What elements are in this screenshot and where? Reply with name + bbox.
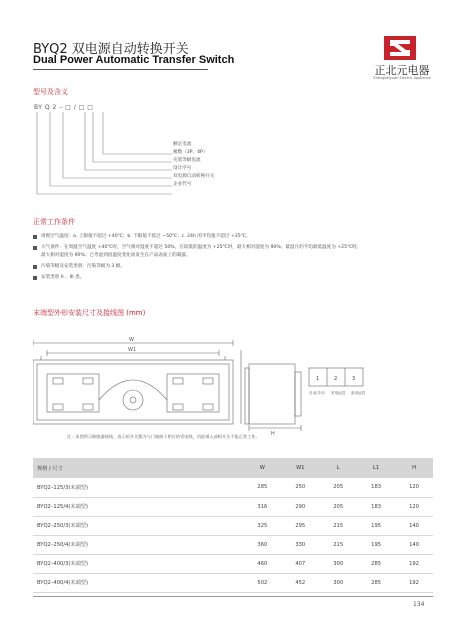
table-cell: BYQ2–125/4(末端型) <box>33 497 243 516</box>
bullet-icon <box>33 235 37 239</box>
table-cell: 183 <box>357 497 395 516</box>
logo-name: 正北元电器 <box>374 64 430 77</box>
table-cell: 360 <box>243 535 281 554</box>
terminal-label: 自动/手动 <box>309 391 325 395</box>
table-header: W1 <box>281 458 319 478</box>
title-divider <box>33 69 208 70</box>
table-cell: BYQ2–250/4(末端型) <box>33 535 243 554</box>
table-cell: BYQ2–400/4(末端型) <box>33 573 243 592</box>
list-item <box>33 244 433 260</box>
table-cell: 192 <box>395 573 433 592</box>
bullet-icon <box>33 276 37 280</box>
table-cell: 120 <box>395 497 433 516</box>
table-cell: 285 <box>243 478 281 497</box>
page-number: 134 <box>413 601 425 608</box>
terminal-number: 2 <box>334 376 338 382</box>
terminal-label: 常用远控 <box>331 391 346 395</box>
section-title-conditions: 正常工作条件 <box>33 218 75 226</box>
table-cell: 120 <box>395 478 433 497</box>
table-cell: 502 <box>243 573 281 592</box>
table-header: L1 <box>357 458 395 478</box>
table-header-row <box>33 458 433 478</box>
table-cell: 250 <box>281 478 319 497</box>
table-cell: 140 <box>395 535 433 554</box>
table-cell: 290 <box>281 497 319 516</box>
terminal-number: 3 <box>352 376 356 382</box>
list-item <box>33 233 433 241</box>
condition-text: 污染等级及安装类别：污染等级为 3 级。 <box>41 264 125 269</box>
table-cell: 192 <box>395 554 433 573</box>
table-cell: BYQ2–400/3(末端型) <box>33 554 243 573</box>
table-row <box>33 478 433 497</box>
table-cell: 460 <box>243 554 281 573</box>
table-cell: 452 <box>281 573 319 592</box>
legend-item: 企业代号 <box>173 182 192 187</box>
table-cell: 183 <box>357 478 395 497</box>
table-cell: 316 <box>243 497 281 516</box>
logo-mark-icon <box>384 36 416 60</box>
dim-w1-label: W1 <box>128 347 137 353</box>
dimension-table <box>33 458 433 593</box>
page-title-en: Dual Power Automatic Transfer Switch <box>33 54 235 66</box>
table-header: H <box>395 458 433 478</box>
table-cell: 205 <box>319 497 357 516</box>
table-cell: 285 <box>357 573 395 592</box>
bullet-icon <box>33 265 37 269</box>
drawing-note: 注：本图所示断路器接线，表示的开关都为与门箱接于相应的零电线，用此端入部相开关不能正常工作。 <box>67 434 260 439</box>
list-item <box>33 263 433 271</box>
table-row <box>33 516 433 535</box>
page-title-cn: BYQ2 双电源自动转换开关 <box>33 42 189 57</box>
table-header: L <box>319 458 357 478</box>
table-cell: 215 <box>319 516 357 535</box>
legend-item: 极数（3P、4P） <box>173 150 208 155</box>
legend-item: 双电源自动转换开关 <box>173 174 215 179</box>
table-cell: 195 <box>357 516 395 535</box>
brand-logo <box>362 36 442 86</box>
model-code-legend <box>173 141 214 189</box>
table-cell: 300 <box>319 554 357 573</box>
dimension-drawing <box>33 330 433 442</box>
legend-item: 额定电流 <box>173 142 192 147</box>
section-title-model: 型号及含义 <box>33 88 68 96</box>
table-row <box>33 497 433 516</box>
table-cell: 215 <box>319 535 357 554</box>
model-code: BY Q 2 – □ / □ □ <box>34 104 94 111</box>
legend-item: 壳架等级电流 <box>173 158 201 163</box>
model-code-leader-lines <box>30 108 180 198</box>
table-row <box>33 554 433 573</box>
terminal-number: 1 <box>316 376 320 382</box>
table-cell: BYQ2–250/3(末端型) <box>33 516 243 535</box>
dim-w-label: W <box>129 337 134 343</box>
legend-item: 设计序号 <box>173 166 192 171</box>
condition-text: 周围空气温度：a. 上限值不超过 +40℃；b. 下限值不低过 −50℃；c. 24h 的平均值不超过 +35℃。 <box>41 234 251 239</box>
table-row <box>33 573 433 592</box>
condition-text: 大气条件：在周温空气温度 +40℃时，空气相对湿度不超过 50%，在较低的温度为 +25℃时，最大相对湿度为 90%；最湿月的平均最低温度为 +25℃时， <box>41 245 362 250</box>
dim-h-label: H <box>271 431 275 437</box>
table-cell: 330 <box>281 535 319 554</box>
table-header: 规格 / 尺寸 <box>33 458 243 478</box>
bullet-icon <box>33 246 37 250</box>
table-cell: 285 <box>357 554 395 573</box>
table-cell: 295 <box>281 516 319 535</box>
table-cell: 195 <box>357 535 395 554</box>
logo-name-en: Zhengbeiyuan Electric Appliance <box>373 76 431 80</box>
table-cell: BYQ2–125/3(末端型) <box>33 478 243 497</box>
condition-text: 安装类别 II 、III 类。 <box>41 275 85 280</box>
table-cell: 325 <box>243 516 281 535</box>
table-cell: 140 <box>395 516 433 535</box>
section-title-drawing: 末端型外形安装尺寸及接线图 (mm) <box>33 309 146 317</box>
table-cell: 300 <box>319 573 357 592</box>
conditions-list <box>33 233 433 285</box>
condition-text-continued: 最大相对湿度为 90%；已考虑到因温度变化而发生在产品表面上的凝露。 <box>41 253 191 258</box>
list-item <box>33 274 433 282</box>
terminal-label: 备用远控 <box>351 391 366 395</box>
table-row <box>33 535 433 554</box>
table-header: W <box>243 458 281 478</box>
table-cell: 205 <box>319 478 357 497</box>
footer-divider <box>33 596 433 597</box>
table-cell: 407 <box>281 554 319 573</box>
